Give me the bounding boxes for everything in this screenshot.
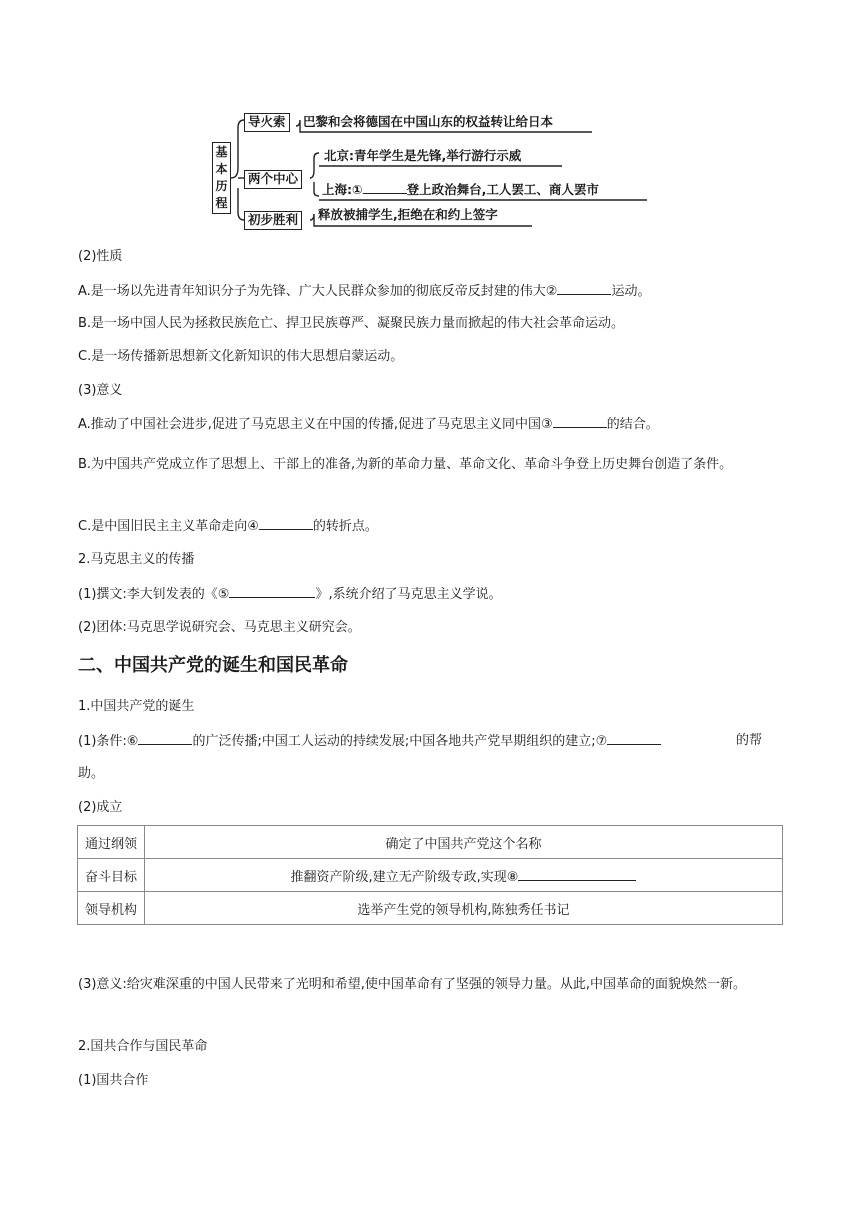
significance-paragraph: (3)意义:给灾难深重的中国人民带来了光明和希望,使中国革命有了坚强的领导力量。从此,中国革命的面貌焕然一新。: [78, 977, 747, 992]
shanghai-line: [322, 181, 599, 198]
marx-1-tail: 》,系统介绍了马克思主义学说。: [315, 587, 502, 602]
marx-1: [78, 584, 502, 605]
founding-heading: (2)成立: [78, 800, 123, 815]
meaning-c-tail: 的转折点。: [312, 519, 378, 534]
blank-6: [138, 731, 192, 745]
fuse-label: 导火索: [248, 114, 286, 129]
table-row: [78, 892, 783, 925]
table-value: 确定了中国共产党这个名称: [145, 826, 783, 859]
table-row: [78, 859, 783, 892]
section-2-title: 二、中国共产党的诞生和国民革命: [78, 655, 348, 676]
blank-3: [553, 414, 607, 428]
victory-text: 释放被捕学生,拒绝在和约上签字: [318, 207, 498, 222]
blank-2: [557, 281, 611, 295]
conditions-tail-2: 助。: [78, 766, 105, 781]
marx-1-text: (1)撰文:李大钊发表的《⑤: [78, 587, 230, 602]
victory-box: [244, 211, 302, 230]
meaning-a-tail: 的结合。: [606, 417, 659, 432]
cooperation-heading: 2.国共合作与国民革命: [78, 1039, 208, 1054]
table-key: 通过纲领: [78, 826, 145, 859]
nature-heading: (2)性质: [78, 249, 123, 264]
nature-a-tail: 运动。: [611, 284, 651, 299]
nature-a-text: A.是一场以先进青年知识分子为先锋、广大人民群众参加的彻底反帝反封建的伟大②: [78, 284, 558, 299]
birth-heading: 1.中国共产党的诞生: [78, 699, 195, 714]
blank-4: [259, 516, 313, 530]
meaning-heading: (3)意义: [78, 383, 123, 398]
goal-text: 推翻资产阶级,建立无产阶级专政,实现⑧: [290, 869, 519, 885]
centers-box: [244, 170, 302, 189]
shanghai-suffix: 登上政治舞台,工人罢工、商人罢市: [406, 182, 599, 197]
fuse-box: [244, 113, 290, 132]
table-value-with-blank: [145, 859, 783, 892]
conditions-tail-1: 的帮: [736, 733, 763, 748]
victory-label: 初步胜利: [248, 212, 299, 227]
blank-5: [229, 584, 315, 598]
blank-8: [518, 867, 636, 881]
marx-2: (2)团体:马克思学说研究会、马克思主义研究会。: [78, 620, 361, 635]
founding-table: [77, 825, 783, 925]
meaning-b: B.为中国共产党成立作了思想上、干部上的准备,为新的革命力量、革命文化、革命斗争登上历史舞台创造了条件。: [78, 457, 733, 472]
blank-1: [363, 181, 407, 194]
table-row: [78, 826, 783, 859]
table-value: 选举产生党的领导机构,陈独秀任书记: [145, 892, 783, 925]
nature-c: C.是一场传播新思想新文化新知识的伟大思想启蒙运动。: [78, 349, 404, 364]
history-course-diagram: [212, 108, 652, 232]
meaning-c: [78, 516, 378, 537]
conditions-text: (1)条件:⑥: [78, 734, 139, 749]
cooperation-sub: (1)国共合作: [78, 1073, 149, 1088]
conditions-line: [78, 731, 661, 752]
nature-a: [78, 281, 650, 302]
fuse-text: 巴黎和会将德国在中国山东的权益转让给日本: [303, 114, 554, 129]
marx-heading: 2.马克思主义的传播: [78, 552, 195, 567]
shanghai-prefix: 上海:①: [322, 182, 363, 197]
beijing-text: 北京:青年学生是先锋,举行游行示威: [324, 148, 522, 163]
nature-b: B.是一场中国人民为拯救民族危亡、捍卫民族尊严、凝聚民族力量而掀起的伟大社会革命运动。: [78, 316, 625, 331]
meaning-a-text: A.推动了中国社会进步,促进了马克思主义在中国的传播,促进了马克思主义同中国③: [78, 417, 553, 432]
meaning-a: [78, 414, 659, 435]
diagram-root-box: [212, 142, 231, 214]
table-key: 领导机构: [78, 892, 145, 925]
diagram-root-label: 基本历程: [215, 145, 228, 210]
table-key: 奋斗目标: [78, 859, 145, 892]
conditions-mid: 的广泛传播;中国工人运动的持续发展;中国各地共产党早期组织的建立;⑦: [192, 734, 608, 749]
meaning-c-text: C.是中国旧民主主义革命走向④: [78, 519, 259, 534]
centers-label: 两个中心: [248, 171, 299, 186]
blank-7: [607, 731, 661, 745]
